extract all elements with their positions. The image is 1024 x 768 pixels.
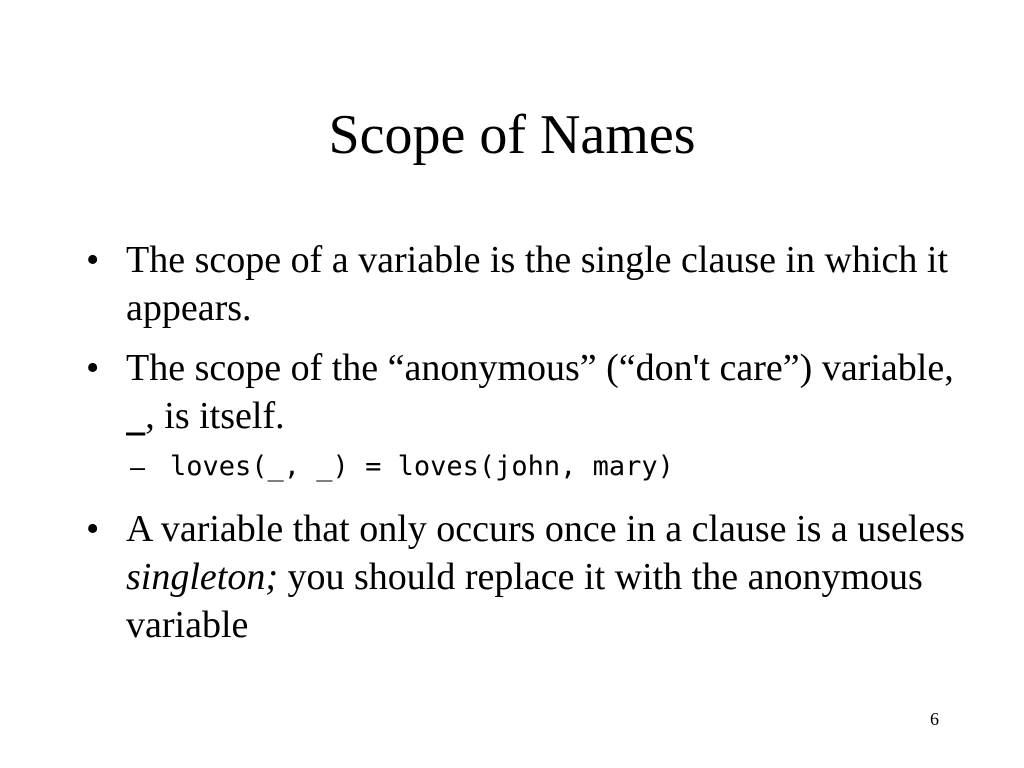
emphasis-text: singleton; bbox=[126, 556, 278, 598]
bullet-icon: • bbox=[86, 508, 100, 550]
bullet-text: you should replace it with the anonymous variable bbox=[126, 556, 923, 646]
slide-body bbox=[86, 236, 986, 661]
slide-title: Scope of Names bbox=[328, 104, 696, 166]
sub-bullet-item bbox=[86, 447, 986, 487]
bullet-item bbox=[86, 344, 986, 441]
bullet-icon: • bbox=[86, 347, 100, 389]
bullet-text: , is itself. bbox=[145, 395, 285, 437]
bullet-text: The scope of the “anonymous” (“don't care”) variable, bbox=[126, 347, 954, 389]
bullet-icon: • bbox=[86, 239, 100, 281]
dash-icon: – bbox=[130, 452, 146, 482]
page-number: 6 bbox=[930, 709, 939, 729]
bullet-item bbox=[86, 236, 986, 332]
bullet-text: The scope of a variable is the single clause in which it appears. bbox=[126, 239, 949, 329]
bullet-text: A variable that only occurs once in a clause is a useless bbox=[126, 508, 965, 550]
bullet-item bbox=[86, 505, 986, 649]
code-token: _ bbox=[126, 398, 146, 436]
code-example: loves(_, _) = loves(john, mary) bbox=[170, 451, 674, 482]
